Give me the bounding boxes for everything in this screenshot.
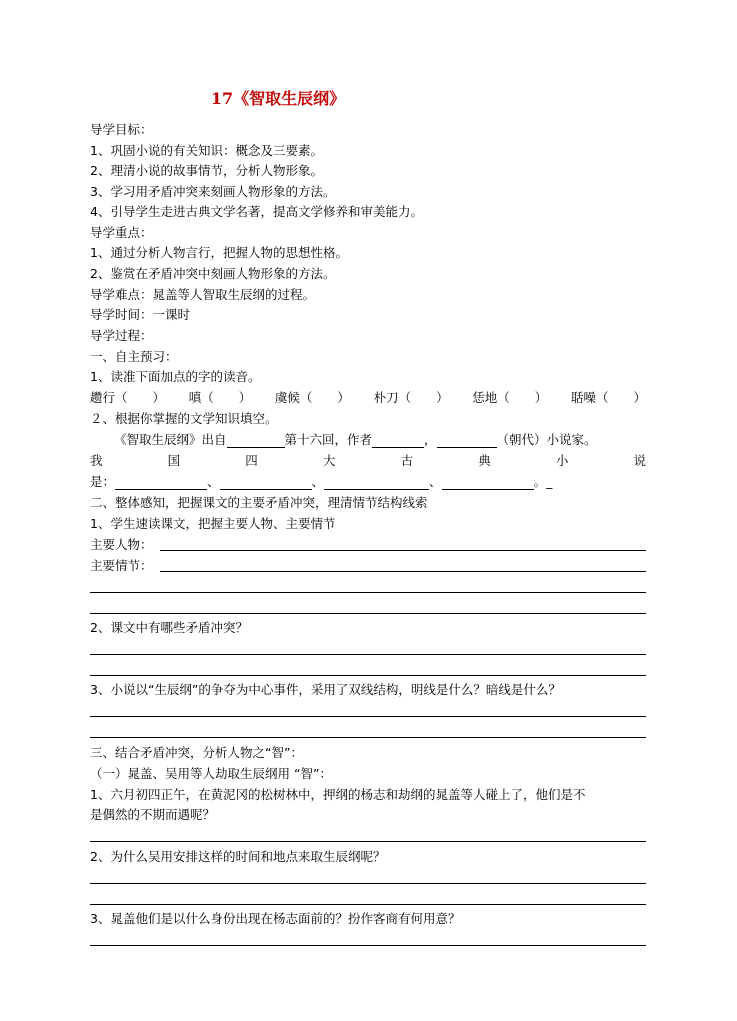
pinyin-item: 虞候（ ） (274, 390, 350, 405)
pinyin-item: 嗔（ ） (188, 390, 252, 405)
answer-line[interactable] (90, 883, 646, 884)
section-1-heading: 一、自主预习： (90, 349, 178, 364)
key-point: 1、通过分析人物言行，把握人物的思想性格。 (90, 245, 348, 260)
pinyin-row (90, 390, 646, 406)
goal-item: 3、学习用矛盾冲突来刻画人物形象的方法。 (90, 184, 336, 199)
section-2-heading: 二、整体感知，把握课文的主要矛盾冲突，理清情节结构线索 (90, 495, 428, 510)
difficulty-line: 导学难点：晁盖等人智取生辰纲的过程。 (90, 287, 316, 302)
document-title: 17《智取生辰纲》 (210, 89, 346, 108)
section-2-question-3: 3、小说以“生辰纲”的争夺为中心事件，采用了双线结构，明线是什么？暗线是什么？ (90, 682, 561, 697)
time-line: 导学时间：一课时 (90, 307, 191, 322)
goal-item: 2、理清小说的故事情节，分析人物形象。 (90, 163, 323, 178)
answer-line[interactable] (90, 654, 646, 655)
blank-field[interactable] (115, 476, 207, 490)
fill-line-1: 《智取生辰纲》出自 第十六回，作者 ， （朝代）小说家。 (114, 432, 597, 447)
pinyin-item: 聒噪（ ） (570, 390, 646, 405)
blank-field[interactable] (324, 476, 429, 490)
pinyin-item: 恁地（ ） (472, 390, 548, 405)
section-2-question-2: 2、课文中有哪些矛盾冲突？ (90, 620, 248, 635)
pinyin-item: 朴刀（ ） (373, 390, 449, 405)
section-3-heading: 三、结合矛盾冲突，分析人物之“智”： (90, 745, 303, 760)
answer-line[interactable] (90, 904, 646, 905)
section-2-question-1: 1、学生速读课文，把握主要人物、主要情节 (90, 516, 336, 531)
section-3-question-1: 1、六月初四正午，在黄泥冈的松树林中，押纲的杨志和劫纲的晁盖等人碰上了，他们是不 (90, 787, 586, 802)
key-header: 导学重点： (90, 225, 153, 240)
section-3-subheading: （一）晁盖、吴用等人劫取生辰纲用 “智”： (90, 766, 332, 781)
key-point: 2、鉴赏在矛盾冲突中刻画人物形象的方法。 (90, 266, 336, 281)
blank-field[interactable] (442, 476, 534, 490)
question-2: ２、根据你掌握的文学知识填空。 (90, 411, 278, 426)
main-characters-label: 主要人物： (90, 537, 153, 552)
section-3-question-2: 2、为什么吴用安排这样的时间和地点来取生辰纲呢？ (90, 849, 386, 864)
fill-line-3: 是： 、 、 、 。_ (90, 474, 553, 489)
goal-item: 4、引导学生走进古典文学名著，提高文学修养和审美能力。 (90, 204, 423, 219)
blank-field[interactable] (220, 476, 312, 490)
pinyin-item: 趱行（ ） (90, 390, 166, 405)
answer-line[interactable] (90, 592, 646, 593)
goal-item: 1、巩固小说的有关知识：概念及三要素。 (90, 143, 323, 158)
blank-field[interactable] (227, 434, 285, 448)
blank-field[interactable] (372, 434, 424, 448)
answer-line[interactable] (90, 675, 646, 676)
section-3-question-3: 3、晁盖他们是以什么身份出现在杨志面前的？扮作客商有何用意？ (90, 911, 461, 926)
main-plot-label: 主要情节： (90, 558, 153, 573)
question-1: 1、读准下面加点的字的读音。 (90, 369, 261, 384)
blank-field[interactable] (437, 434, 497, 448)
answer-line[interactable] (90, 945, 646, 946)
answer-line[interactable] (160, 550, 646, 551)
goals-header: 导学目标： (90, 122, 153, 137)
section-3-question-1-cont: 是偶然的不期而遇呢？ (90, 807, 216, 822)
process-header: 导学过程： (90, 328, 153, 343)
answer-line[interactable] (90, 716, 646, 717)
answer-line[interactable] (90, 737, 646, 738)
answer-line[interactable] (160, 571, 646, 572)
fill-line-2: 我 国 四 大 古 典 小 说 (90, 453, 646, 468)
answer-line[interactable] (90, 841, 646, 842)
answer-line[interactable] (90, 613, 646, 614)
